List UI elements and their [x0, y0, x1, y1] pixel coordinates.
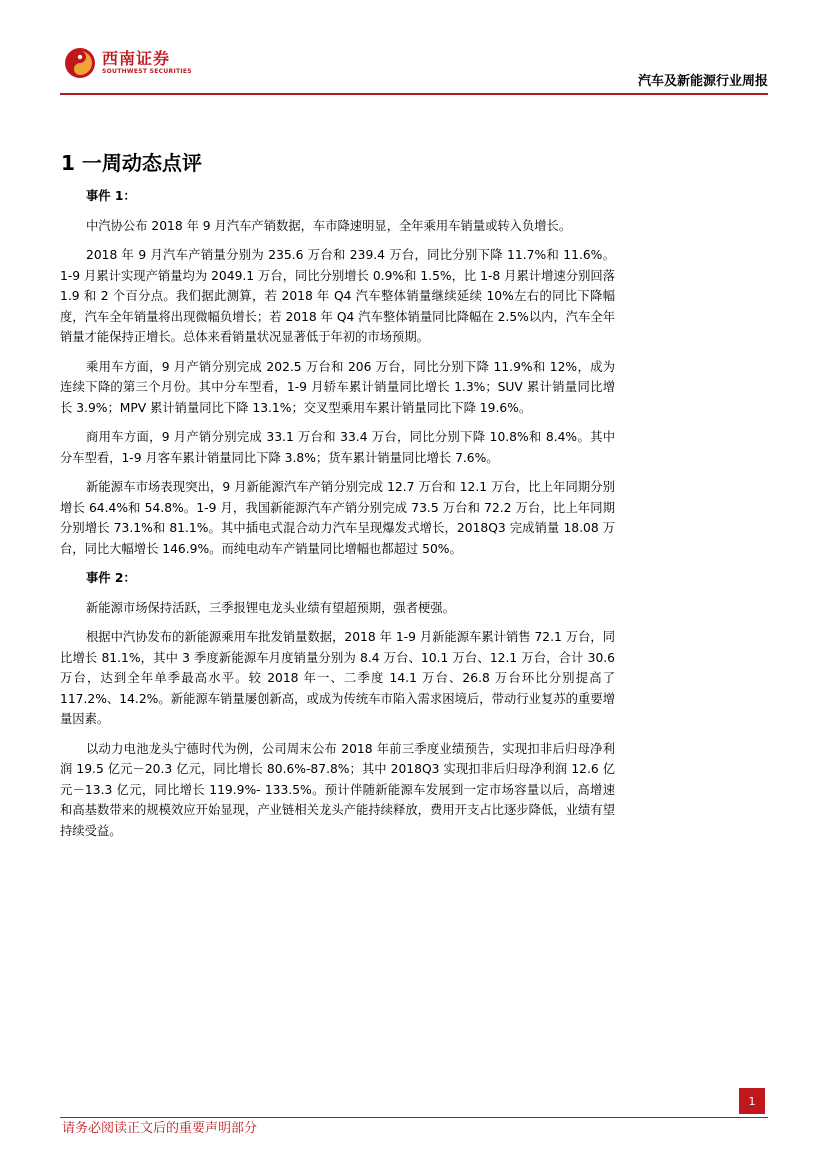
document-body: [60, 186, 615, 850]
event-2-paragraph: 根据中汽协发布的新能源乘用车批发销量数据，2018 年 1-9 月新能源车累计销售 72.1 万台，同比增长 81.1%，其中 3 季度新能源车月度销量分别为 8.4 万台、10.1 万台、12.1 万台，合计 30.6 万台，达到全年单季最高水平。较 2018 年一、二季度 14.1 万台、26.8 万台环比分别提高了 117.2%、14.2%。新能源车销量屡创新高，或成为传统车市陷入需求困境后，带动行业复苏的重要增量因素。: [60, 630, 615, 726]
event-1-paragraph: 商用车方面，9 月产销分别完成 33.1 万台和 33.4 万台，同比分别下降 10.8%和 8.4%。其中分车型看，1-9 月客车累计销量同比下降 3.8%；货车累计销量同比增长 7.6%。: [60, 430, 615, 465]
event-1-heading: 事件 1：: [86, 189, 136, 203]
event-1-paragraph: 乘用车方面，9 月产销分别完成 202.5 万台和 206 万台，同比分别下降 11.9%和 12%，成为连续下降的第三个月份。其中分车型看，1-9 月轿车累计销量同比增长 1.3%；SUV 累计销量同比增长 3.9%；MPV 累计销量同比下降 13.1%；交叉型乘用车累计销量同比下降 19.6%。: [60, 359, 615, 415]
section-title: 1 一周动态点评: [61, 151, 202, 175]
page-number-badge: 1: [739, 1088, 765, 1114]
logo-english-name: SOUTHWEST SECURITIES: [102, 68, 192, 75]
logo-emblem-icon: [64, 47, 96, 79]
event-2-paragraph: 以动力电池龙头宁德时代为例，公司周末公布 2018 年前三季度业绩预告，实现扣非后归母净利润 19.5 亿元－20.3 亿元，同比增长 80.6%-87.8%；其中 2018Q3 实现扣非后归母净利润 12.6 亿元－13.3 亿元，同比增长 119.9%- 133.5%。预计伴随新能源车发展到一定市场容量以后，高增速和高基数带来的规模效应开始显现，产业链相关龙头产能持续释放，费用开支占比逐步降低，业绩有望持续受益。: [60, 741, 615, 838]
event-2-summary: 新能源市场保持活跃，三季报锂电龙头业绩有望超预期，强者梗强。: [86, 600, 455, 615]
company-logo: [64, 47, 192, 79]
header-divider: [60, 93, 768, 95]
event-1-summary: 中汽协公布 2018 年 9 月汽车产销数据，车市降速明显，全年乘用车销量或转入负增长。: [86, 218, 572, 233]
event-1-paragraph: 2018 年 9 月汽车产销量分别为 235.6 万台和 239.4 万台，同比分别下降 11.7%和 11.6%。1-9 月累计实现产销量均为 2049.1 万台，同比分别增长 0.9%和 1.5%，比 1-8 月累计增速分别回落 1.9 和 2 个百分点。我们据此测算，若 2018 年 Q4 汽车整体销量继续延续 10%左右的同比下降幅度，汽车全年销量将出现微幅负增长；若 2018 年 Q4 汽车整体销量同比降幅在 2.5%以内，汽车全年销量才能保持正增长。总体来看销量状况显著低于年初的市场预期。: [60, 248, 615, 344]
event-1-paragraph: 新能源车市场表现突出，9 月新能源汽车产销分别完成 12.7 万台和 12.1 万台，比上年同期分别增长 64.4%和 54.8%。1-9 月，我国新能源汽车产销分别完成 73.5 万台和 72.2 万台，比上年同期分别增长 73.1%和 81.1%。其中插电式混合动力汽车呈现爆发式增长，2018Q3 完成销量 18.08 万台，同比大幅增长 146.9%。而纯电动车产销量同比增幅也都超过 50%。: [60, 480, 615, 556]
footer-divider: [60, 1117, 768, 1118]
report-title: 汽车及新能源行业周报: [637, 74, 768, 89]
logo-chinese-name: 西南证券: [102, 49, 171, 68]
event-2-heading: 事件 2：: [86, 571, 136, 585]
footer-disclaimer: 请务必阅读正文后的重要声明部分: [62, 1121, 258, 1136]
